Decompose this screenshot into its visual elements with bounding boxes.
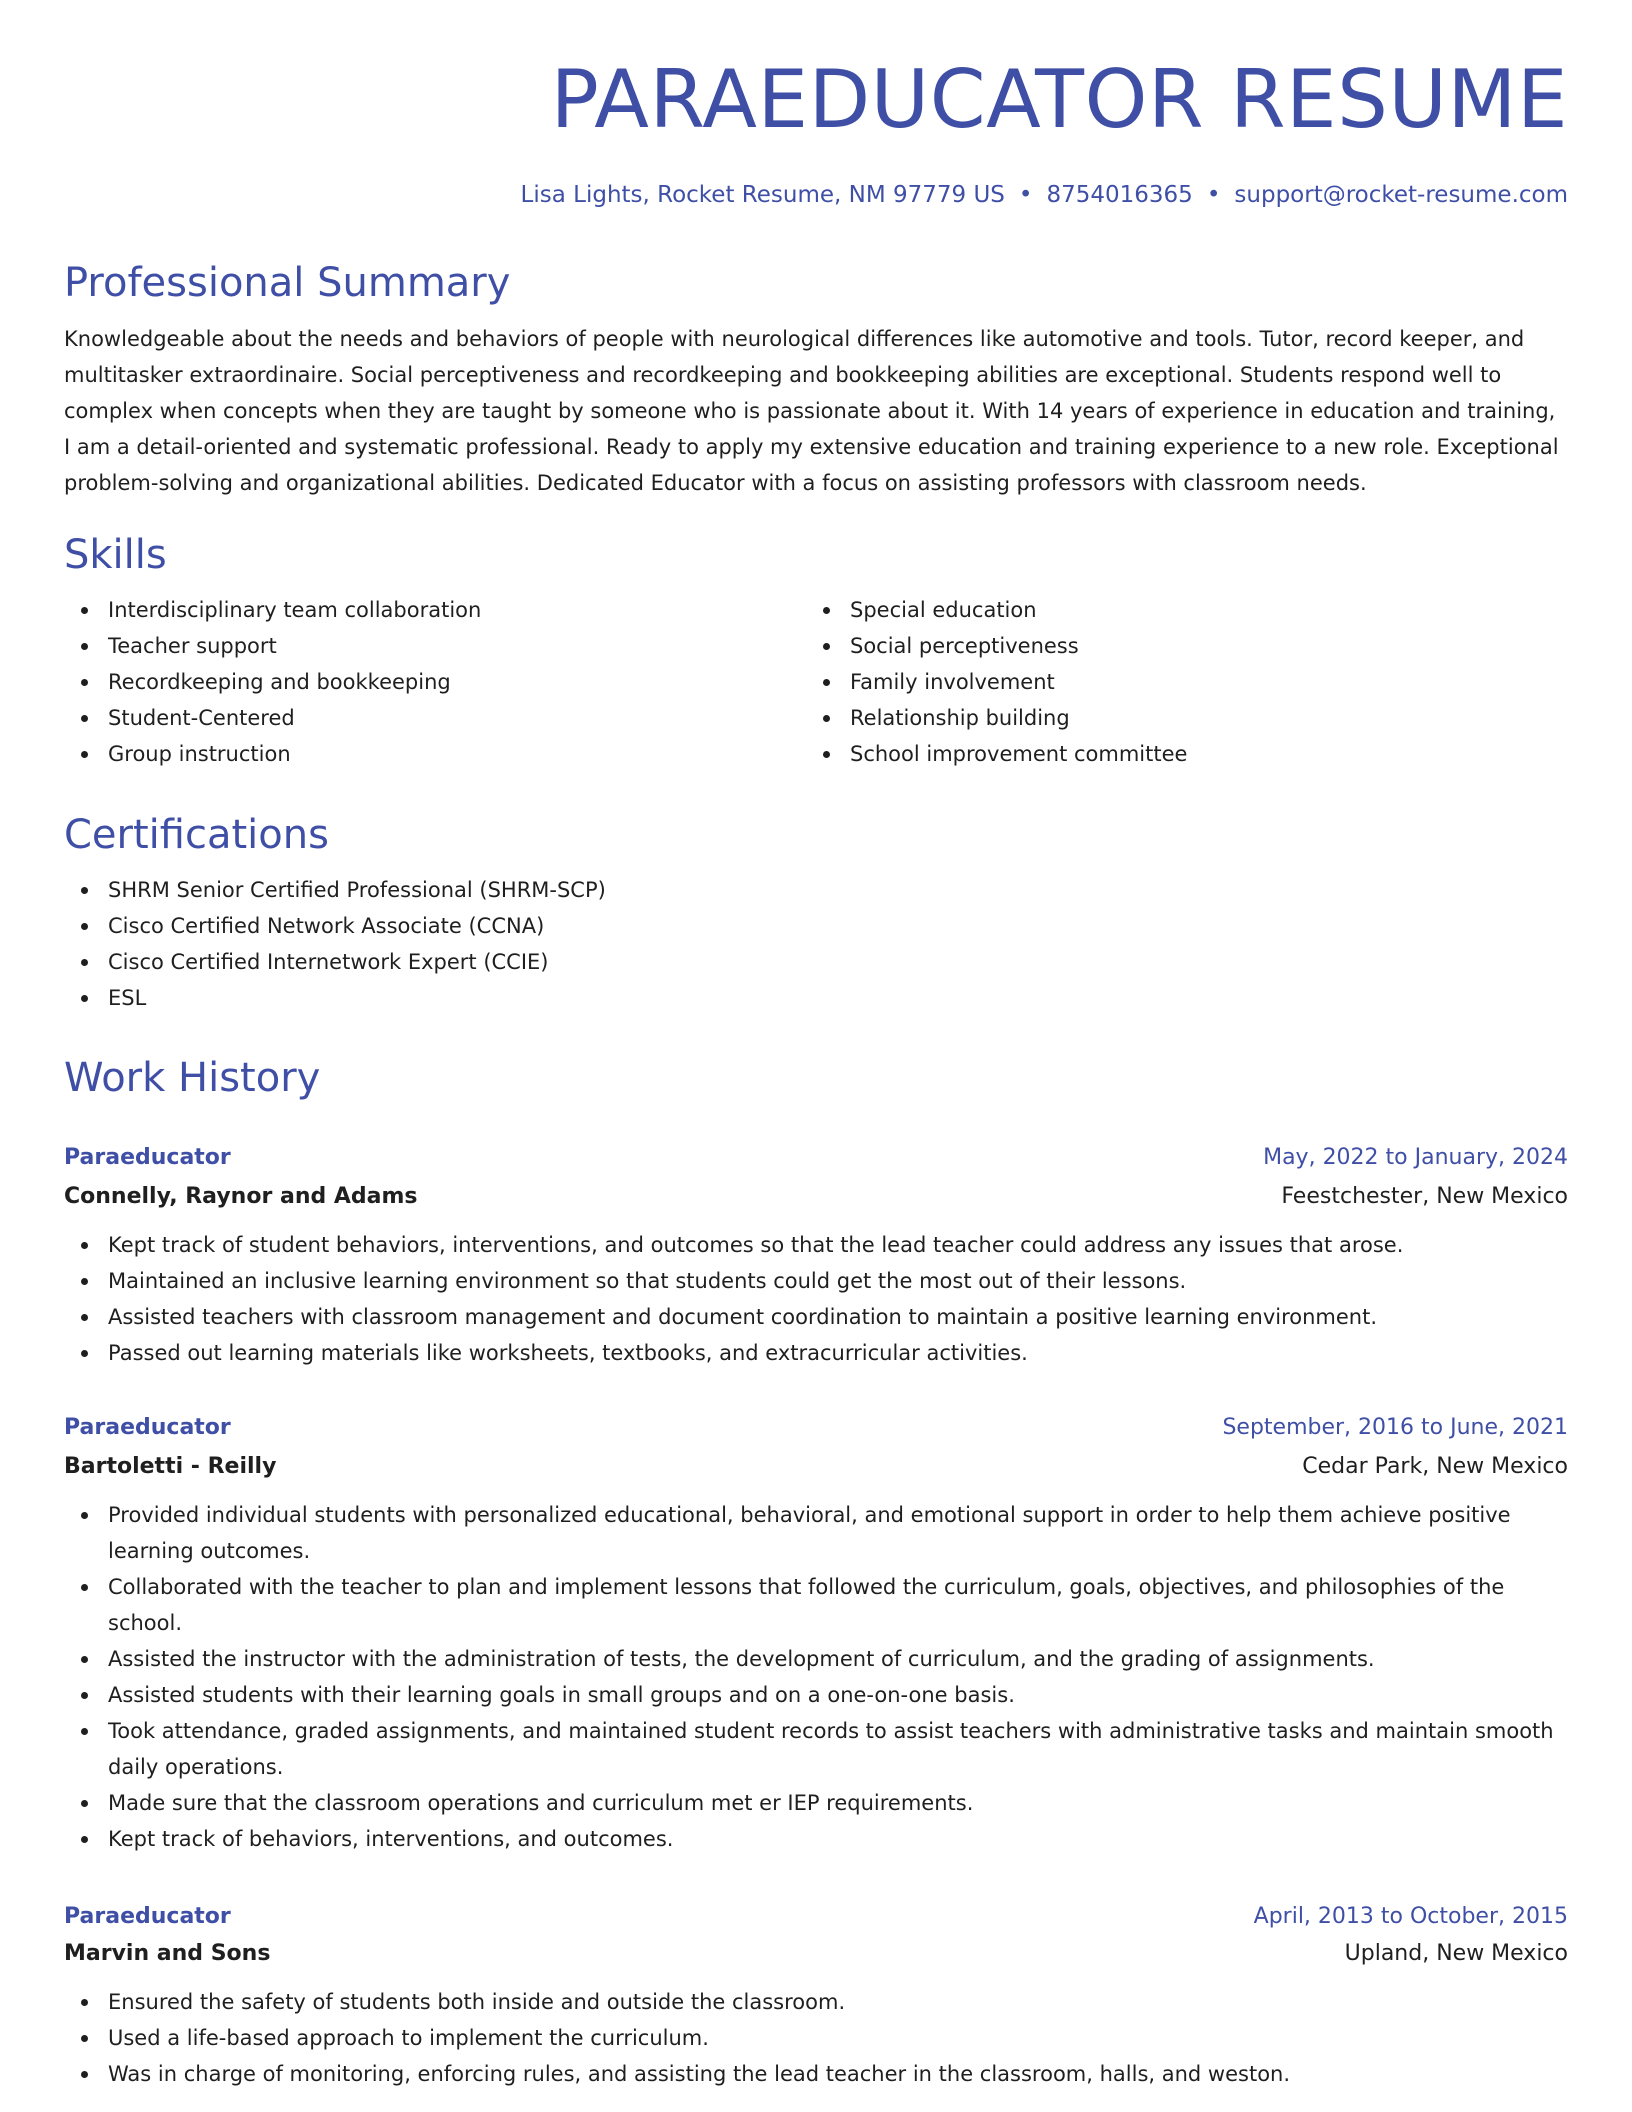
certification-item: SHRM Senior Certified Professional (SHRM-SCP): [108, 872, 1568, 908]
summary-heading: Professional Summary: [64, 260, 511, 306]
skill-item: Student-Centered: [108, 700, 806, 736]
separator-dot: •: [1206, 182, 1221, 208]
company-name: Connelly, Raynor and Adams: [64, 1184, 418, 1209]
resume-title: PARAEDUCATOR RESUME: [550, 53, 1568, 146]
job-subheader: [64, 1934, 1568, 1974]
job-duties-list: [64, 1227, 1568, 1371]
job-entry: [64, 1898, 1568, 2092]
job-duty-item: Used a life-based approach to implement the curriculum.: [108, 2020, 1568, 2056]
job-subheader: [64, 1177, 1568, 1217]
skills-list-left: [64, 592, 806, 772]
separator-dot: •: [1018, 182, 1033, 208]
job-header: [64, 1139, 1568, 1177]
job-dates: September, 2016 to June, 2021: [1222, 1415, 1568, 1440]
skill-item: School improvement committee: [850, 736, 1548, 772]
summary-text: Knowledgeable about the needs and behaviors of people with neurological differences like automotive and tools. Tutor, record keeper, and multitasker extraordinaire. Social perceptiveness and recordkeeping and bookkeeping abilities are exceptional. Students respond well to complex when concepts when they are taught by someone who is passionate about it. With 14 years of experience in education and training, I am a detail-oriented and systematic professional. Ready to apply my extensive education and training experience to a new role. Exceptional problem-solving and organizational abilities. Dedicated Educator with a focus on assisting professors with classroom needs.: [64, 327, 1559, 495]
skill-item: Group instruction: [108, 736, 806, 772]
company-name: Marvin and Sons: [64, 1941, 271, 1966]
job-duty-item: Made sure that the classroom operations and curriculum met er IEP requirements.: [108, 1785, 1568, 1821]
job-duty-item: Assisted students with their learning goals in small groups and on a one-on-one basis.: [108, 1677, 1568, 1713]
job-subheader: [64, 1447, 1568, 1487]
job-title: Paraeducator: [64, 1415, 231, 1440]
skill-item: Special education: [850, 592, 1548, 628]
contact-line: [64, 180, 1568, 210]
job-entry: [64, 1409, 1568, 1857]
job-title: Paraeducator: [64, 1145, 231, 1170]
job-dates: May, 2022 to January, 2024: [1263, 1145, 1568, 1170]
certification-item: Cisco Certified Internetwork Expert (CCIE): [108, 944, 1568, 980]
job-title: Paraeducator: [64, 1904, 231, 1929]
skills-section: [64, 530, 1568, 772]
job-duty-item: Kept track of student behaviors, interventions, and outcomes so that the lead teacher could address any issues that arose.: [108, 1227, 1568, 1263]
contact-phone: 8754016365: [1046, 182, 1193, 208]
skill-item: Teacher support: [108, 628, 806, 664]
job-duty-item: Took attendance, graded assignments, and maintained student records to assist teachers with administrative tasks and maintain smooth daily operations.: [108, 1713, 1568, 1785]
resume-page: [64, 0, 1568, 2086]
certification-item: ESL: [108, 980, 1568, 1016]
skill-item: Relationship building: [850, 700, 1548, 736]
job-location: Feestchester, New Mexico: [1281, 1184, 1568, 1209]
certifications-list: [64, 872, 1568, 1016]
job-header: [64, 1898, 1568, 1936]
job-duty-item: Passed out learning materials like worksheets, textbooks, and extracurricular activities.: [108, 1335, 1568, 1371]
skill-item: Social perceptiveness: [850, 628, 1548, 664]
skills-list-right: [806, 592, 1548, 772]
job-duty-item: Maintained an inclusive learning environment so that students could get the most out of their lessons.: [108, 1263, 1568, 1299]
job-duty-item: Assisted teachers with classroom management and document coordination to maintain a positive learning environment.: [108, 1299, 1568, 1335]
contact-address: Lisa Lights, Rocket Resume, NM 97779 US: [520, 182, 1005, 208]
skill-item: Family involvement: [850, 664, 1548, 700]
job-dates: April, 2013 to October, 2015: [1253, 1904, 1568, 1929]
skills-heading: Skills: [64, 532, 167, 578]
summary-section: [64, 258, 1568, 501]
job-header: [64, 1409, 1568, 1447]
certification-item: Cisco Certified Network Associate (CCNA): [108, 908, 1568, 944]
contact-email[interactable]: support@rocket-resume.com: [1234, 182, 1568, 208]
job-duty-item: Ensured the safety of students both inside and outside the classroom.: [108, 1984, 1568, 2020]
certifications-section: [64, 810, 1568, 1016]
job-duty-item: Collaborated with the teacher to plan and implement lessons that followed the curriculum, goals, objectives, and philosophies of the school.: [108, 1569, 1568, 1641]
work-history-heading: Work History: [64, 1055, 321, 1101]
job-duty-item: Kept track of behaviors, interventions, and outcomes.: [108, 1821, 1568, 1857]
certifications-heading: Certifications: [64, 812, 329, 858]
skills-grid: [64, 592, 1568, 772]
job-duties-list: [64, 1497, 1568, 1857]
job-location: Upland, New Mexico: [1344, 1941, 1568, 1966]
job-location: Cedar Park, New Mexico: [1302, 1454, 1568, 1479]
skill-item: Interdisciplinary team collaboration: [108, 592, 806, 628]
job-duty-item: Provided individual students with personalized educational, behavioral, and emotional support in order to help them achieve positive learning outcomes.: [108, 1497, 1568, 1569]
job-entry: [64, 1139, 1568, 1371]
work-history-section: [64, 1053, 1568, 1103]
company-name: Bartoletti - Reilly: [64, 1454, 277, 1479]
job-duty-item: Was in charge of monitoring, enforcing rules, and assisting the lead teacher in the classroom, halls, and weston.: [108, 2056, 1568, 2092]
job-duty-item: Assisted the instructor with the administration of tests, the development of curriculum, and the grading of assignments.: [108, 1641, 1568, 1677]
job-duties-list: [64, 1984, 1568, 2092]
skill-item: Recordkeeping and bookkeeping: [108, 664, 806, 700]
